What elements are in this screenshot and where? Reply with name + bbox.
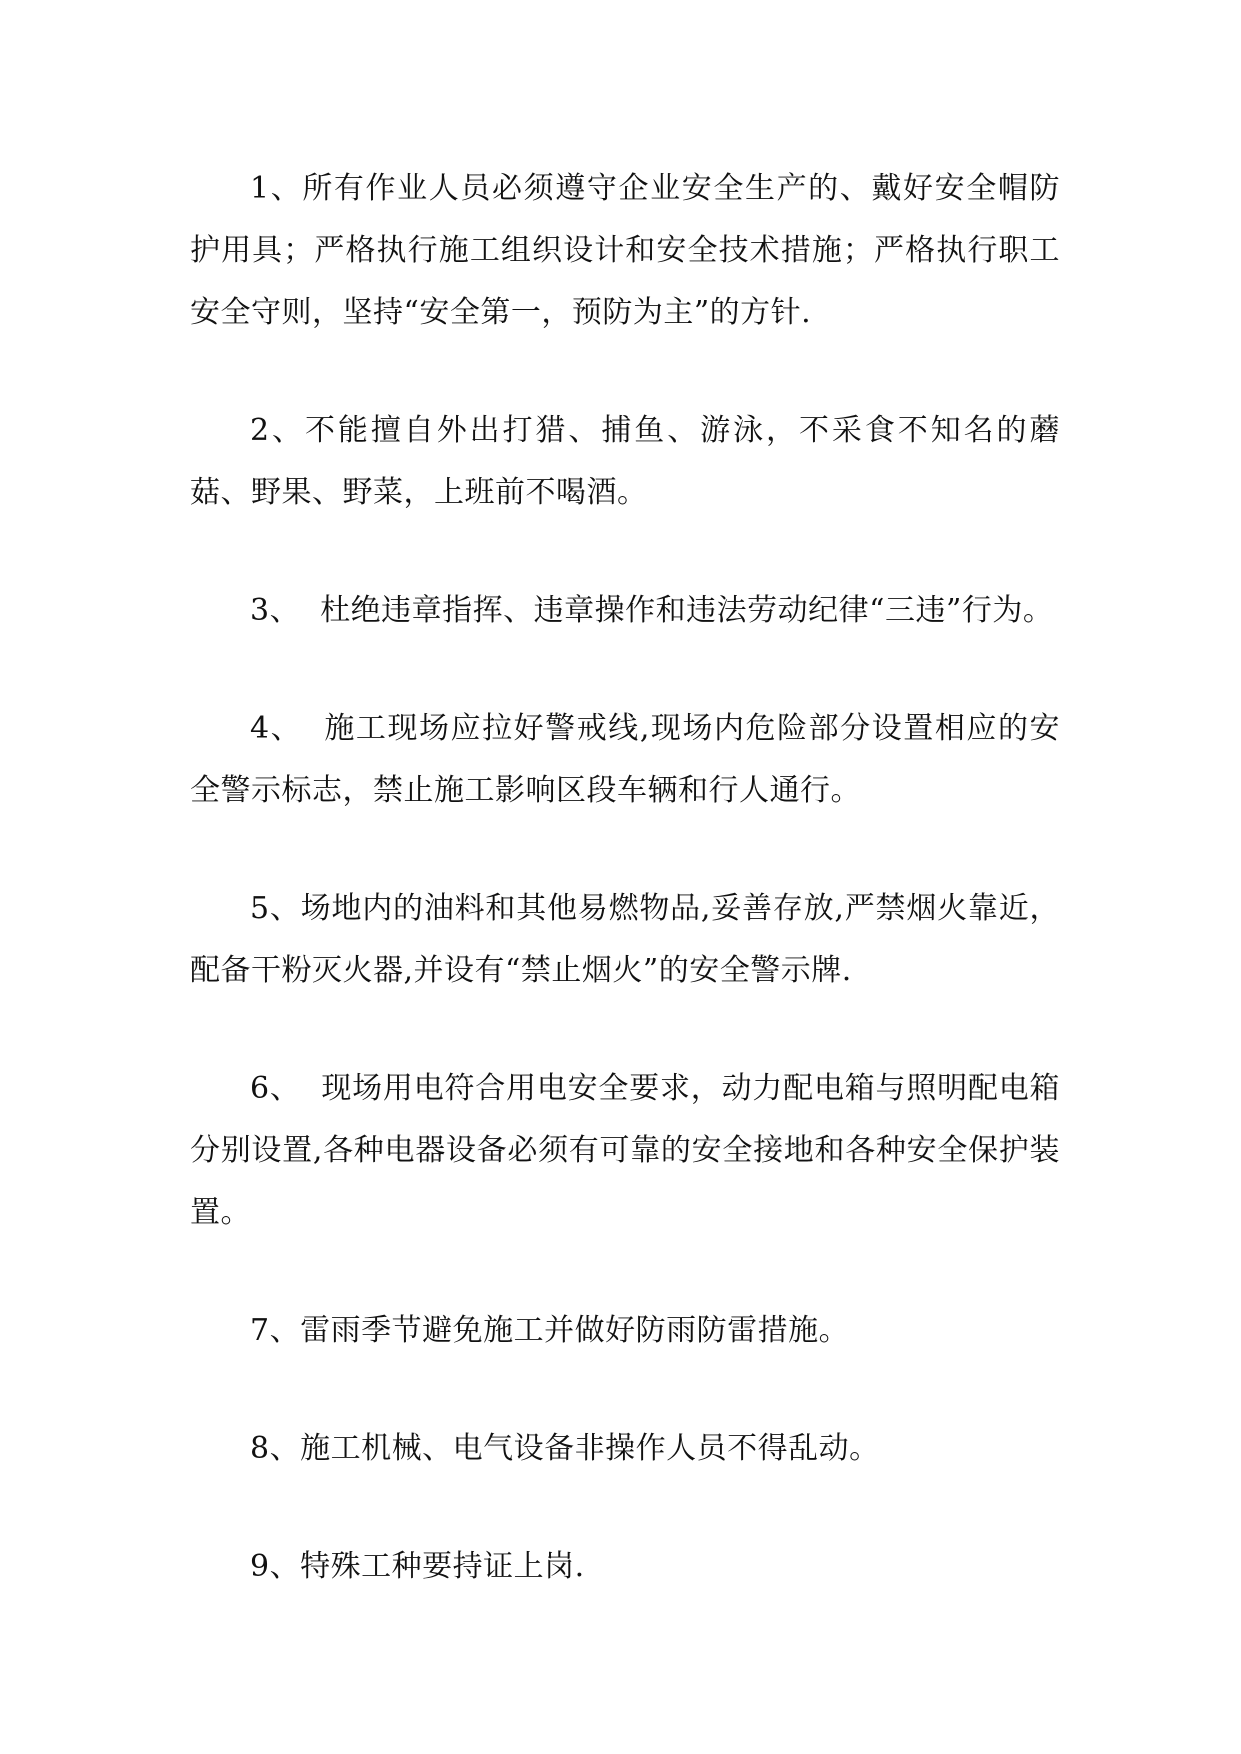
paragraph-2: 2、不能擅自外出打猎、捕鱼、游泳，不采食不知名的蘑菇、野果、野菜，上班前不喝酒。 <box>190 413 1060 510</box>
paragraph-4: 4、 施工现场应拉好警戒线,现场内危险部分设置相应的安全警示标志，禁止施工影响区段车辆和行人通行。 <box>190 711 1060 808</box>
paragraph-8: 8、施工机械、电气设备非操作人员不得乱动。 <box>250 1431 880 1466</box>
paragraph-1: 1、所有作业人员必须遵守企业安全生产的、戴好安全帽防护用具；严格执行施工组织设计和安全技术措施；严格执行职工安全守则，坚持“安全第一，预防为主”的方针. <box>190 171 1060 330</box>
paragraph-6: 6、 现场用电符合用电安全要求，动力配电箱与照明配电箱分别设置,各种电器设备必须有可靠的安全接地和各种安全保护装置。 <box>190 1071 1060 1230</box>
paragraph-7: 7、雷雨季节避免施工并做好防雨防雷措施。 <box>250 1313 850 1348</box>
paragraph-3: 3、 杜绝违章指挥、违章操作和违法劳动纪律“三违”行为。 <box>250 593 1054 628</box>
paragraph-5: 5、场地内的油料和其他易燃物品,妥善存放,严禁烟火靠近，配备干粉灭火器,并设有“禁止烟火”的安全警示牌. <box>190 891 1060 988</box>
document-body <box>190 158 1060 1654</box>
paragraph-9: 9、特殊工种要持证上岗. <box>250 1549 585 1584</box>
